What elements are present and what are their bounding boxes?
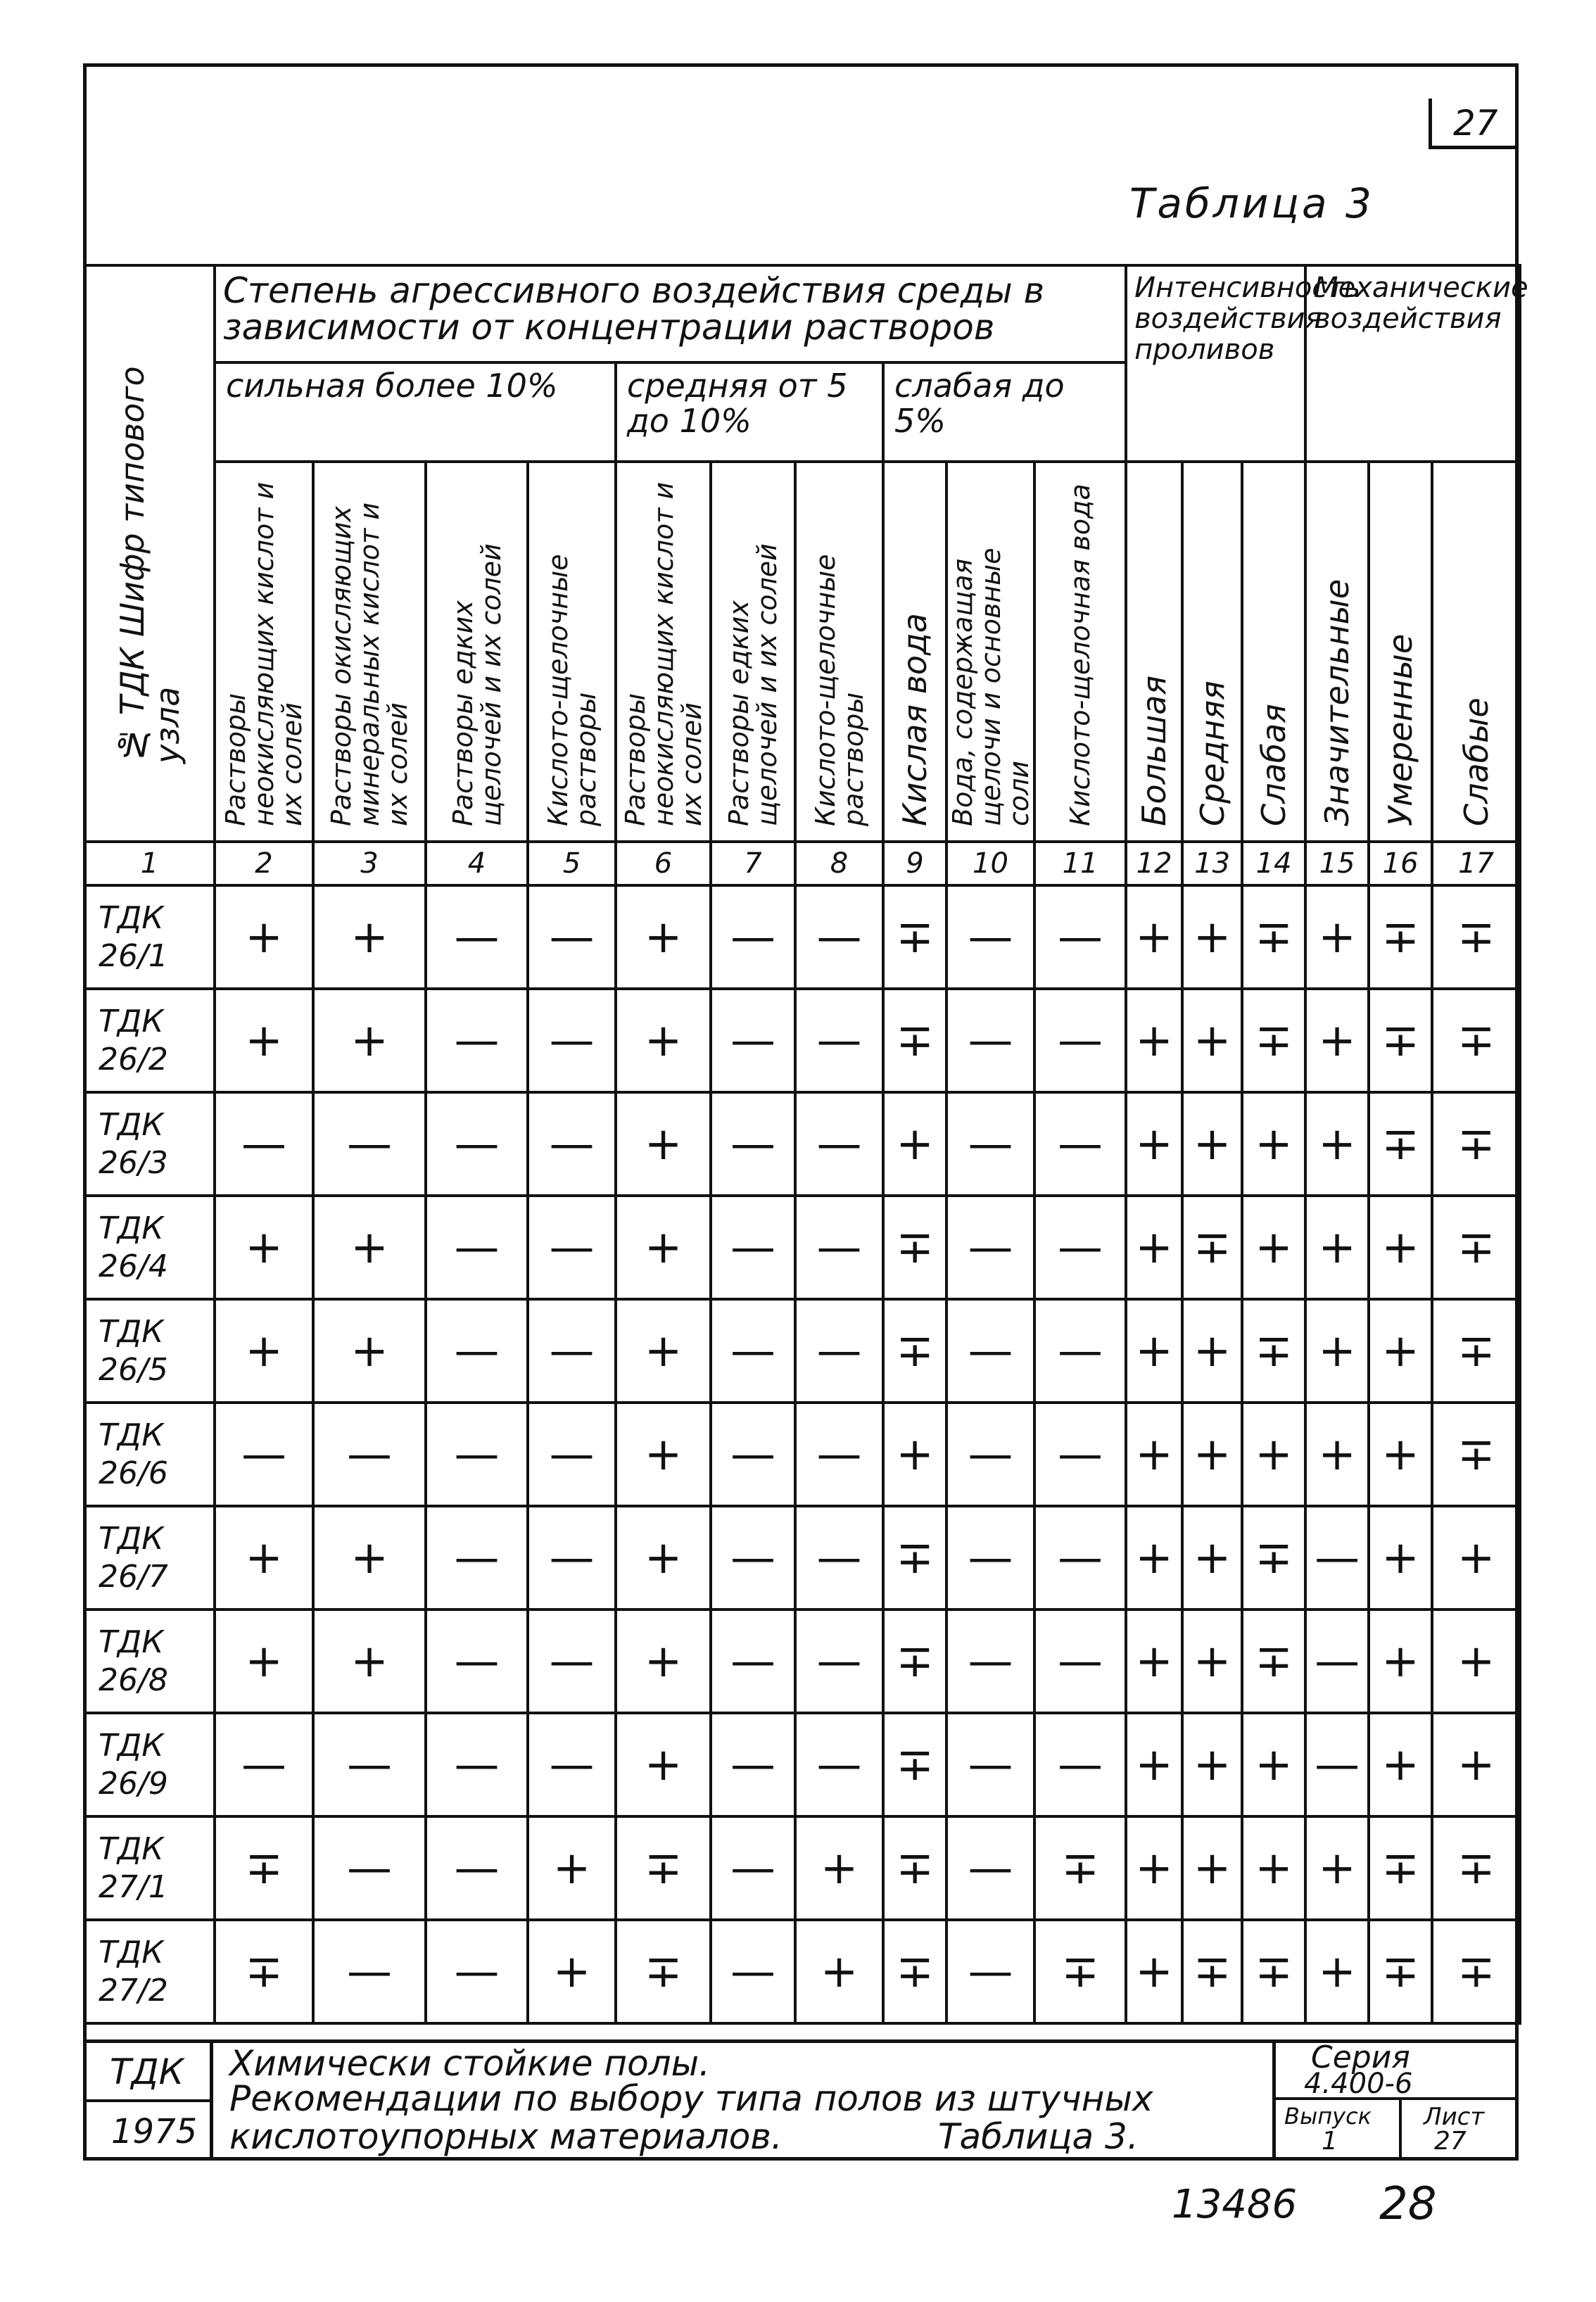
- footer-stamp-number: 13486: [1172, 2182, 1298, 2227]
- table-cell: —: [711, 1196, 795, 1299]
- table-cell: +: [1182, 1713, 1242, 1816]
- table-cell: —: [426, 1196, 528, 1299]
- sheet-label: Лист: [1424, 2103, 1485, 2131]
- table-row: [84, 1196, 1520, 1299]
- table-cell: —: [528, 1403, 616, 1506]
- table-cell: +: [1126, 989, 1182, 1092]
- table-cell: ∓: [1242, 989, 1305, 1092]
- table-cell: ∓: [1432, 1920, 1520, 2023]
- column-number: 4: [426, 842, 528, 885]
- table-cell: +: [1242, 1403, 1305, 1506]
- sheet-value: 27: [1434, 2127, 1467, 2156]
- table-cell: +: [1182, 1609, 1242, 1713]
- table-cell: +: [313, 885, 426, 989]
- table-cell: +: [1432, 1609, 1520, 1713]
- table-cell: +: [1126, 1816, 1182, 1920]
- table-cell: —: [711, 1299, 795, 1403]
- table-cell: ∓: [1242, 1609, 1305, 1713]
- table-cell: ∓: [1432, 1816, 1520, 1920]
- table-cell: +: [215, 1299, 313, 1403]
- table-cell: —: [426, 1299, 528, 1403]
- table-cell: —: [711, 1816, 795, 1920]
- title-line-1: Химически стойкие полы.: [229, 2043, 711, 2084]
- table-cell: ∓: [883, 1506, 946, 1609]
- table-cell: +: [616, 1713, 711, 1816]
- header-col-8-label: Кислото-щелочные растворы: [809, 554, 869, 826]
- header-col-3: [313, 462, 426, 842]
- row-id: ТДК 26/5: [84, 1299, 215, 1403]
- row-id: ТДК 27/1: [84, 1816, 215, 1920]
- table-cell: —: [946, 1299, 1034, 1403]
- table-cell: +: [1126, 1196, 1182, 1299]
- table-cell: +: [616, 885, 711, 989]
- table-row: [84, 1713, 1520, 1816]
- table-cell: —: [426, 1506, 528, 1609]
- table-cell: +: [1305, 1092, 1369, 1196]
- header-col-7-label: Растворы едких щелочей и их солей: [723, 543, 783, 826]
- column-number: 15: [1305, 842, 1369, 885]
- table-cell: ∓: [883, 989, 946, 1092]
- table-cell: ∓: [1242, 1299, 1305, 1403]
- table-cell: —: [795, 1403, 883, 1506]
- series-vline: [1399, 2100, 1402, 2157]
- row-id: ТДК 26/7: [84, 1506, 215, 1609]
- table-cell: +: [215, 1196, 313, 1299]
- table-cell: ∓: [883, 1816, 946, 1920]
- header-sub-medium: средняя от 5 до 10%: [616, 362, 883, 462]
- table-cell: +: [1369, 1609, 1432, 1713]
- title-line-2: Рекомендации по выбору типа полов из штучных: [229, 2078, 1153, 2119]
- table-cell: —: [528, 1299, 616, 1403]
- table-cell: +: [616, 1609, 711, 1713]
- table-row: [84, 1816, 1520, 1920]
- table-cell: +: [313, 1609, 426, 1713]
- header-col-9-label: Кислая вода: [896, 613, 934, 826]
- table-cell: +: [616, 1092, 711, 1196]
- table-cell: ∓: [1369, 989, 1432, 1092]
- title-block-left-bottom: 1975: [111, 2112, 198, 2151]
- table-cell: —: [1305, 1713, 1369, 1816]
- table-cell: —: [528, 1506, 616, 1609]
- table-cell: ∓: [1432, 1092, 1520, 1196]
- header-col-6-label: Растворы неокисляющих кислот и их солей: [619, 481, 707, 826]
- header-group-aggressive: Степень агрессивного воздействия среды в зависимости от концентрации растворов: [215, 265, 1126, 362]
- table-cell: +: [883, 1403, 946, 1506]
- column-number: 13: [1182, 842, 1242, 885]
- series-box: [1272, 2039, 1519, 2161]
- table-cell: —: [1034, 989, 1126, 1092]
- table-cell: +: [1126, 1092, 1182, 1196]
- table-cell: —: [1034, 1403, 1126, 1506]
- table-cell: +: [1126, 1299, 1182, 1403]
- header-col-4-label: Растворы едких щелочей и их солей: [447, 543, 507, 826]
- table-cell: ∓: [1432, 989, 1520, 1092]
- header-col-2-label: Растворы неокисляющих кислот и их солей: [220, 481, 308, 826]
- header-tdk-code-label: № ТДК Шифр типового узла: [113, 365, 186, 764]
- column-number: 6: [616, 842, 711, 885]
- table-cell: ∓: [883, 1609, 946, 1713]
- table-cell: ∓: [1242, 1920, 1305, 2023]
- row-id: ТДК 26/2: [84, 989, 215, 1092]
- table-cell: +: [1182, 1816, 1242, 1920]
- table-cell: +: [795, 1816, 883, 1920]
- table-cell: —: [1034, 1092, 1126, 1196]
- table-cell: +: [616, 989, 711, 1092]
- table-cell: —: [946, 1196, 1034, 1299]
- table-caption: Таблица 3: [1129, 179, 1374, 227]
- table-cell: ∓: [1242, 1506, 1305, 1609]
- table-cell: —: [711, 1403, 795, 1506]
- table-cell: —: [1305, 1609, 1369, 1713]
- table-cell: ∓: [883, 1299, 946, 1403]
- table-cell: —: [426, 1092, 528, 1196]
- table-cell: —: [795, 1092, 883, 1196]
- header-col-15: [1305, 462, 1369, 842]
- table-cell: +: [1126, 1713, 1182, 1816]
- series-value: 4.400-6: [1304, 2068, 1413, 2100]
- header-col-5-label: Кислото-щелочные растворы: [542, 554, 602, 826]
- row-id: ТДК 27/2: [84, 1920, 215, 2023]
- table-cell: +: [1305, 885, 1369, 989]
- column-number: 5: [528, 842, 616, 885]
- table-cell: +: [215, 989, 313, 1092]
- header-col-12-label: Большая: [1135, 675, 1174, 826]
- table-cell: +: [1242, 1092, 1305, 1196]
- row-id: ТДК 26/8: [84, 1609, 215, 1713]
- table-cell: +: [1242, 1713, 1305, 1816]
- title-block: [83, 2039, 1519, 2161]
- table-cell: —: [711, 1920, 795, 2023]
- table-cell: ∓: [1369, 1816, 1432, 1920]
- table-cell: —: [426, 1713, 528, 1816]
- table-cell: +: [1182, 1092, 1242, 1196]
- table-cell: +: [1305, 1816, 1369, 1920]
- table-cell: —: [795, 1506, 883, 1609]
- header-col-12: [1126, 462, 1182, 842]
- header-col-6: [616, 462, 711, 842]
- table-cell: ∓: [1432, 885, 1520, 989]
- row-id: ТДК 26/3: [84, 1092, 215, 1196]
- table-cell: ∓: [616, 1816, 711, 1920]
- table-cell: +: [1305, 989, 1369, 1092]
- table-cell: +: [1126, 885, 1182, 989]
- table-cell: +: [1182, 1506, 1242, 1609]
- table-cell: +: [1126, 1920, 1182, 2023]
- column-number: 10: [946, 842, 1034, 885]
- table-cell: —: [313, 1920, 426, 2023]
- table-cell: +: [883, 1092, 946, 1196]
- table-cell: +: [528, 1920, 616, 2023]
- table-row: [84, 1092, 1520, 1196]
- header-col-15-label: Значительные: [1318, 578, 1357, 826]
- table-cell: +: [1305, 1920, 1369, 2023]
- table-cell: +: [313, 989, 426, 1092]
- page-number-box: [1429, 99, 1519, 149]
- title-block-left-hline: [83, 2099, 210, 2102]
- table-cell: ∓: [1369, 885, 1432, 989]
- table-cell: —: [711, 885, 795, 989]
- row-id: ТДК 26/1: [84, 885, 215, 989]
- header-group-intensity: Интенсивность воздействия проливов: [1126, 265, 1305, 462]
- table-cell: —: [946, 1506, 1034, 1609]
- table-cell: —: [1034, 1713, 1126, 1816]
- table-row: [84, 1299, 1520, 1403]
- header-col-11-label: Кислото-щелочная вода: [1065, 483, 1096, 826]
- header-col-5: [528, 462, 616, 842]
- table-cell: —: [426, 1816, 528, 1920]
- column-number: 9: [883, 842, 946, 885]
- title-block-left-divider: [210, 2043, 213, 2161]
- page-number-box-text: 27: [1453, 103, 1498, 144]
- table-cell: +: [1126, 1403, 1182, 1506]
- table-cell: —: [426, 1609, 528, 1713]
- table-cell: —: [795, 989, 883, 1092]
- table-cell: ∓: [883, 1196, 946, 1299]
- main-table: [83, 264, 1528, 2025]
- series-label: Серия: [1311, 2039, 1410, 2075]
- table-cell: +: [1305, 1403, 1369, 1506]
- table-cell: +: [1369, 1299, 1432, 1403]
- table-cell: —: [946, 1816, 1034, 1920]
- column-number: 17: [1432, 842, 1520, 885]
- table-cell: ∓: [1034, 1920, 1126, 2023]
- table-cell: ∓: [883, 1713, 946, 1816]
- header-col-16-label: Умеренные: [1381, 633, 1420, 826]
- title-block-left-top: ТДК: [110, 2051, 184, 2092]
- header-col-3-label: Растворы окисляющих минеральных кислот и их солей: [326, 502, 413, 826]
- table-cell: —: [946, 1092, 1034, 1196]
- table-cell: —: [215, 1713, 313, 1816]
- table-cell: —: [946, 885, 1034, 989]
- header-col-8: [795, 462, 883, 842]
- table-cell: —: [426, 1403, 528, 1506]
- table-cell: ∓: [215, 1920, 313, 2023]
- header-col-13-label: Средняя: [1193, 681, 1231, 826]
- table-cell: ∓: [1369, 1920, 1432, 2023]
- header-col-17-label: Слабые: [1457, 697, 1495, 826]
- table-cell: +: [1182, 1299, 1242, 1403]
- table-cell: +: [1369, 1506, 1432, 1609]
- table-cell: —: [426, 989, 528, 1092]
- table-cell: +: [1242, 1816, 1305, 1920]
- table-cell: +: [1369, 1713, 1432, 1816]
- table-cell: —: [528, 1196, 616, 1299]
- table-cell: —: [946, 1920, 1034, 2023]
- table-cell: ∓: [1034, 1816, 1126, 1920]
- table-cell: +: [1242, 1196, 1305, 1299]
- header-col-7: [711, 462, 795, 842]
- table-cell: ∓: [1432, 1403, 1520, 1506]
- table-cell: ∓: [1182, 1920, 1242, 2023]
- column-number: 11: [1034, 842, 1126, 885]
- table-cell: —: [1034, 1196, 1126, 1299]
- title-table-ref: Таблица 3.: [938, 2116, 1139, 2157]
- header-col-4: [426, 462, 528, 842]
- table-cell: +: [1305, 1196, 1369, 1299]
- table-cell: +: [616, 1506, 711, 1609]
- table-cell: ∓: [215, 1816, 313, 1920]
- table-body: [84, 885, 1520, 2023]
- header-sub-strong: сильная более 10%: [215, 362, 616, 462]
- table-cell: —: [795, 1609, 883, 1713]
- table-cell: —: [313, 1816, 426, 1920]
- table-cell: ∓: [1432, 1299, 1520, 1403]
- table-cell: —: [1034, 1299, 1126, 1403]
- table-cell: +: [313, 1506, 426, 1609]
- table-cell: +: [215, 885, 313, 989]
- header-col-14: [1242, 462, 1305, 842]
- table-cell: —: [1305, 1506, 1369, 1609]
- footer-page-number: 28: [1379, 2178, 1437, 2230]
- table-cell: —: [528, 1713, 616, 1816]
- header-col-9: [883, 462, 946, 842]
- table-cell: +: [1126, 1609, 1182, 1713]
- table-cell: +: [215, 1506, 313, 1609]
- table-cell: —: [1034, 1506, 1126, 1609]
- column-number: 3: [313, 842, 426, 885]
- header-col-2: [215, 462, 313, 842]
- table-cell: —: [313, 1403, 426, 1506]
- table-cell: —: [946, 989, 1034, 1092]
- table-cell: ∓: [1182, 1196, 1242, 1299]
- table-cell: +: [616, 1299, 711, 1403]
- table-row: [84, 1920, 1520, 2023]
- table-cell: —: [795, 1713, 883, 1816]
- column-number: 7: [711, 842, 795, 885]
- header-col-10-label: Вода, содержащая щелочи и основные соли: [946, 548, 1034, 826]
- table-cell: —: [313, 1092, 426, 1196]
- table-cell: —: [528, 1609, 616, 1713]
- header-group-mechanical: Механические воздействия: [1305, 265, 1520, 462]
- table-cell: —: [528, 989, 616, 1092]
- table-cell: —: [1034, 1609, 1126, 1713]
- table-cell: +: [1432, 1713, 1520, 1816]
- table-row: [84, 989, 1520, 1092]
- table-cell: +: [1182, 989, 1242, 1092]
- table-cell: —: [795, 1196, 883, 1299]
- table-cell: —: [946, 1609, 1034, 1713]
- column-number: 8: [795, 842, 883, 885]
- table-cell: +: [616, 1196, 711, 1299]
- table-cell: +: [528, 1816, 616, 1920]
- header-col-10: [946, 462, 1034, 842]
- table-cell: —: [946, 1403, 1034, 1506]
- issue-label: Выпуск: [1284, 2103, 1372, 2130]
- column-number: 1: [84, 842, 215, 885]
- table-cell: —: [215, 1403, 313, 1506]
- table-cell: ∓: [883, 885, 946, 989]
- table-cell: —: [711, 1506, 795, 1609]
- column-number: 2: [215, 842, 313, 885]
- row-id: ТДК 26/9: [84, 1713, 215, 1816]
- table-cell: +: [1126, 1506, 1182, 1609]
- header-col-17: [1432, 462, 1520, 842]
- table-cell: —: [795, 885, 883, 989]
- table-cell: —: [1034, 885, 1126, 989]
- table-cell: —: [711, 1713, 795, 1816]
- table-cell: —: [711, 989, 795, 1092]
- table-cell: —: [215, 1092, 313, 1196]
- table-cell: —: [528, 885, 616, 989]
- table-cell: +: [1305, 1299, 1369, 1403]
- table-cell: —: [711, 1092, 795, 1196]
- table-cell: +: [1432, 1506, 1520, 1609]
- header-col-11: [1034, 462, 1126, 842]
- table-cell: ∓: [1242, 885, 1305, 989]
- header-sub-weak: слабая до 5%: [883, 362, 1126, 462]
- table-cell: ∓: [616, 1920, 711, 2023]
- row-id: ТДК 26/6: [84, 1403, 215, 1506]
- header-col-16: [1369, 462, 1432, 842]
- column-number: 14: [1242, 842, 1305, 885]
- table-cell: —: [711, 1609, 795, 1713]
- table-cell: +: [616, 1403, 711, 1506]
- table-row: [84, 1609, 1520, 1713]
- header-col-13: [1182, 462, 1242, 842]
- issue-value: 1: [1322, 2127, 1338, 2156]
- table-cell: +: [1369, 1196, 1432, 1299]
- table-cell: —: [528, 1092, 616, 1196]
- table-cell: +: [1182, 1403, 1242, 1506]
- header-tdk-code: [84, 265, 215, 842]
- table-cell: —: [795, 1299, 883, 1403]
- table-cell: —: [426, 1920, 528, 2023]
- table-cell: ∓: [1432, 1196, 1520, 1299]
- table-cell: +: [1369, 1403, 1432, 1506]
- table-cell: ∓: [1369, 1092, 1432, 1196]
- table-cell: ∓: [883, 1920, 946, 2023]
- column-number: 12: [1126, 842, 1182, 885]
- table-row: [84, 1403, 1520, 1506]
- title-line-3: кислотоупорных материалов.: [229, 2116, 783, 2157]
- table-row: [84, 885, 1520, 989]
- table-row: [84, 1506, 1520, 1609]
- table-cell: +: [215, 1609, 313, 1713]
- table-cell: —: [946, 1713, 1034, 1816]
- column-number: 16: [1369, 842, 1432, 885]
- row-id: ТДК 26/4: [84, 1196, 215, 1299]
- table-cell: +: [1182, 885, 1242, 989]
- table-cell: +: [313, 1299, 426, 1403]
- table-cell: +: [795, 1920, 883, 2023]
- table-cell: +: [313, 1196, 426, 1299]
- header-col-14-label: Слабая: [1255, 704, 1293, 826]
- table-cell: —: [313, 1713, 426, 1816]
- table-cell: —: [426, 885, 528, 989]
